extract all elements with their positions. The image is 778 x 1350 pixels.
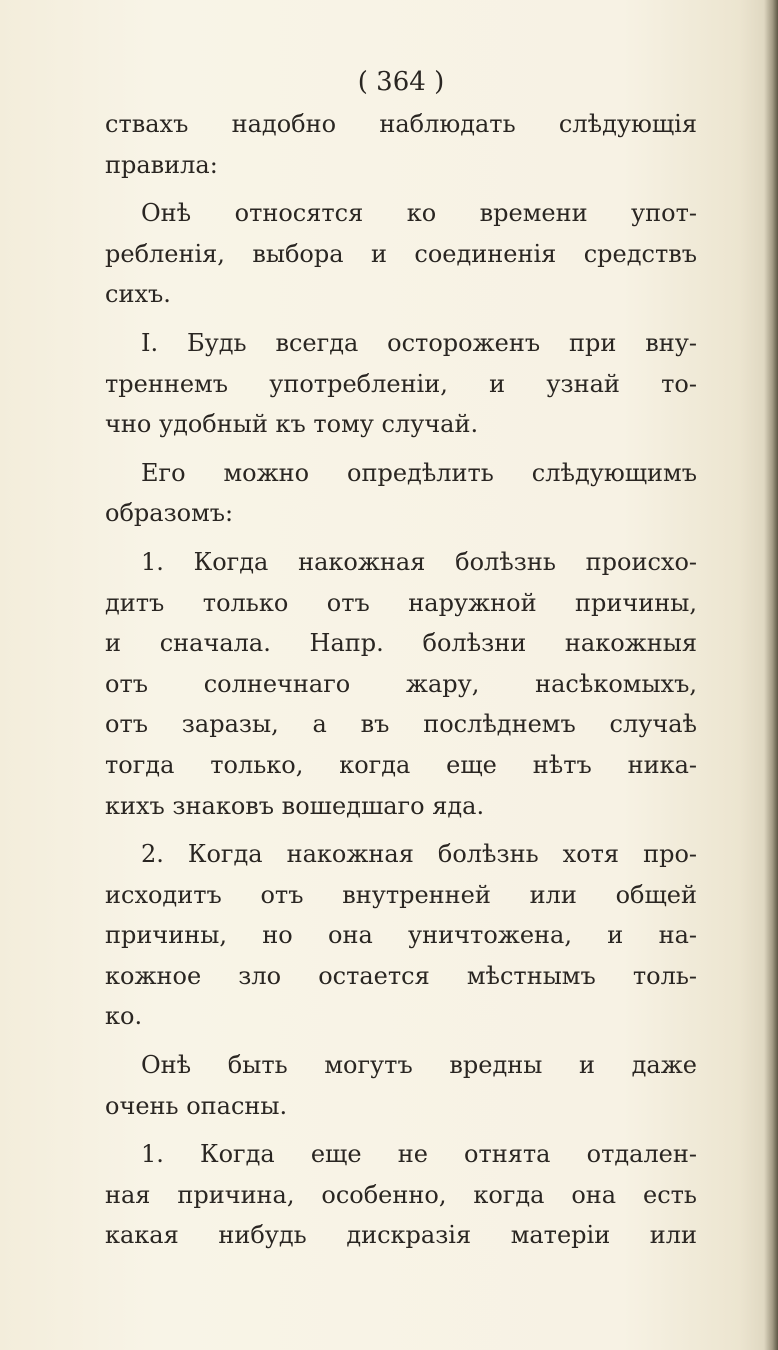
paragraph (105, 542, 697, 826)
text-line: I. Будь всегда остороженъ при вну- (141, 328, 697, 357)
text-line: дитъ только отъ наружной причины, (105, 588, 697, 617)
paragraph (105, 104, 697, 185)
text-line: образомъ: (105, 499, 234, 528)
text-line: ребленія, выбора и соединенія средствъ (105, 239, 697, 268)
text-line: и сначала. Напр. болѣзни накожныя (105, 629, 697, 658)
page-edge-shadow (764, 0, 778, 1350)
paragraph (105, 193, 697, 315)
text-line: 1. Когда накожная болѣзнь происхо- (141, 547, 697, 576)
text-line: 1. Когда еще не отнята отдален- (141, 1140, 697, 1169)
paragraph-gap (105, 826, 697, 834)
paragraph (105, 834, 697, 1037)
paragraph-gap (105, 315, 697, 323)
paragraph-gap (105, 1037, 697, 1045)
body-text (105, 104, 697, 1256)
text-line: Онѣ быть могутъ вредны и даже (141, 1051, 697, 1080)
paragraph (105, 323, 697, 445)
text-line: какая нибудь дискразія матеріи или (105, 1221, 697, 1250)
paragraph-gap (105, 445, 697, 453)
text-line: треннемъ употребленіи, и узнай то- (105, 369, 697, 398)
page-text-block (105, 60, 697, 1256)
text-line: ствахъ надобно наблюдать слѣдующія (105, 110, 697, 138)
text-line: кожное зло остается мѣстнымъ толь- (105, 961, 697, 990)
paragraph (105, 1045, 697, 1126)
paragraph-gap (105, 534, 697, 542)
text-line: отъ солнечнаго жару, насѣкомыхъ, (105, 669, 697, 698)
text-line: очень опасны. (105, 1091, 288, 1120)
text-line: кихъ знаковъ вошедшаго яда. (105, 791, 485, 820)
text-line: правила: (105, 150, 218, 179)
text-line: сихъ. (105, 280, 171, 309)
text-line: исходитъ отъ внутренней или общей (105, 880, 697, 909)
text-line: Онѣ относятся ко времени упот- (141, 199, 697, 228)
text-line: Его можно опредѣлить слѣдующимъ (141, 458, 697, 487)
text-line: тогда только, когда еще нѣтъ ника- (105, 750, 697, 779)
text-line: причины, но она уничтожена, и на- (105, 921, 697, 950)
text-line: ко. (105, 1002, 143, 1031)
text-line: чно удобный къ тому случай. (105, 410, 479, 439)
text-line: отъ заразы, а въ послѣднемъ случаѣ (105, 710, 697, 739)
paragraph (105, 453, 697, 534)
text-line: 2. Когда накожная болѣзнь хотя про- (141, 840, 697, 869)
paragraph-gap (105, 185, 697, 193)
page-number: ( 364 ) (357, 67, 445, 97)
paragraph-gap (105, 1126, 697, 1134)
text-line: ная причина, особенно, когда она есть (105, 1180, 697, 1209)
paragraph (105, 1134, 697, 1256)
